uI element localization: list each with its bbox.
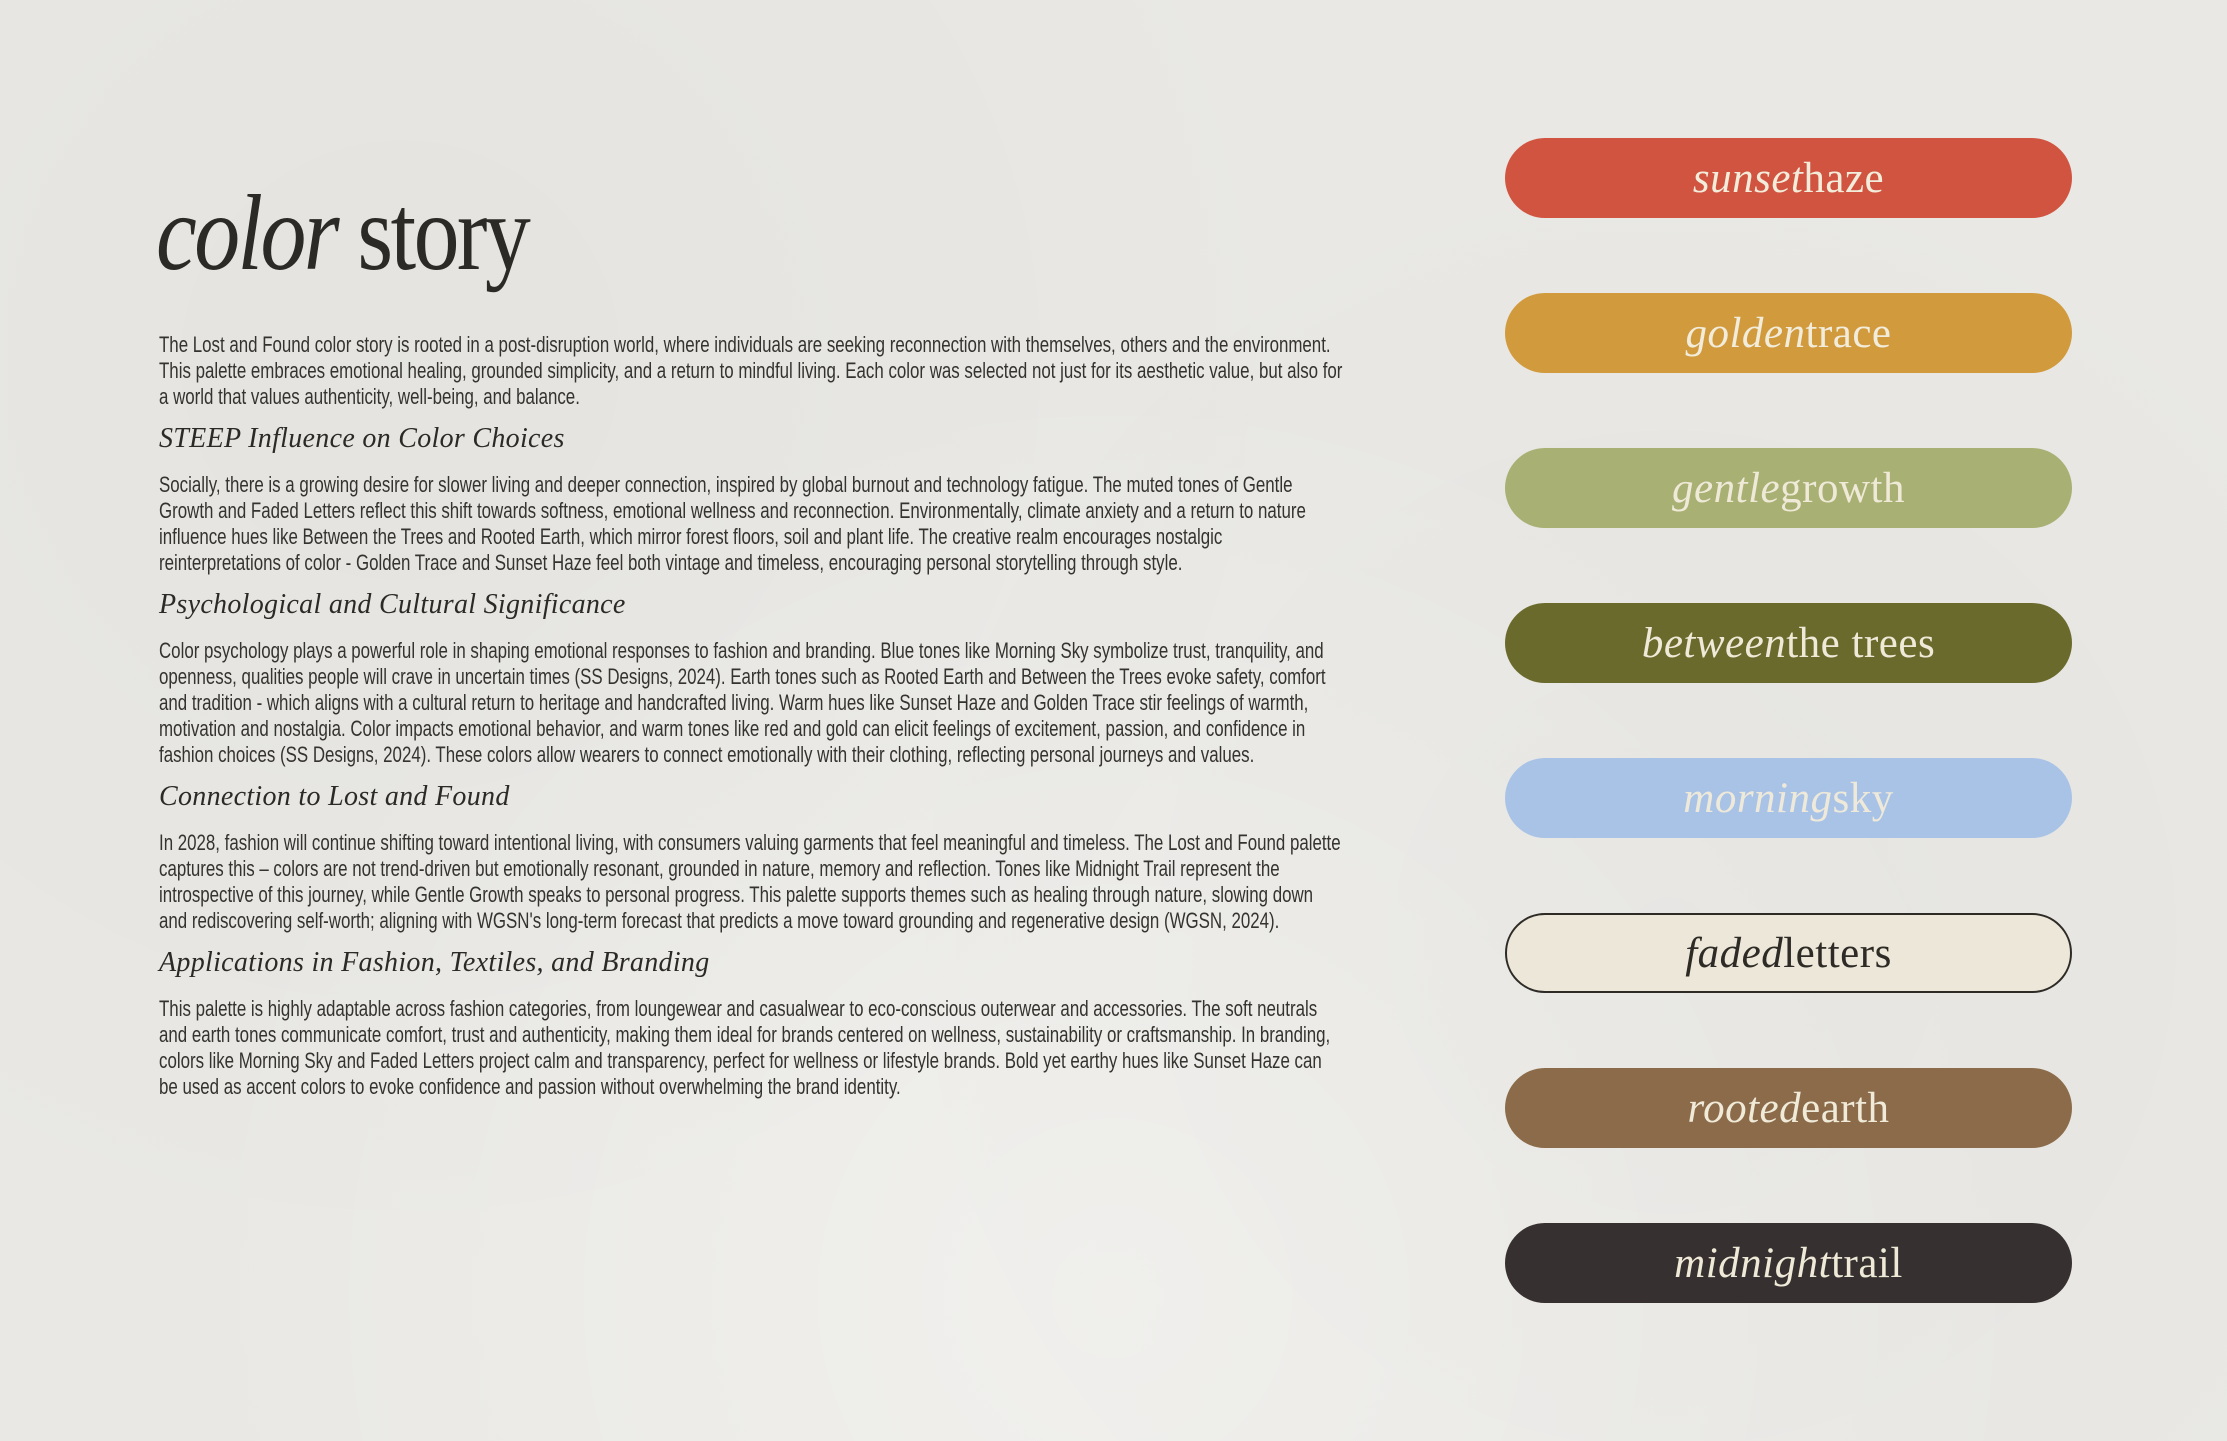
page-title	[156, 174, 529, 293]
swatch-faded-letters	[1505, 913, 2072, 993]
section-paragraph-applications: This palette is highly adaptable across fashion categories, from loungewear and casualwear to eco-conscious outerwear and accessories. The soft neutrals and earth tones communicate comfort, trust and authenticity, making them ideal for brands centered on wellness, sustainability or craftsmanship. In branding, colors like Morning Sky and Faded Letters project calm and transparency, perfect for wellness or lifestyle brands. Bold yet earthy hues like Sunset Haze can be used as accent colors to evoke confidence and passion without overwhelming the brand identity.	[159, 996, 1331, 1099]
section-paragraph-connection: In 2028, fashion will continue shifting toward intentional living, with consumers valuing garments that feel meaningful and timeless. The Lost and Found palette captures this – colors are not trend-driven but emotionally resonant, grounded in nature, memory and reflection. Tones like Midnight Trail represent the introspective of this journey, while Gentle Growth speaks to personal progress. This palette supports themes such as healing through nature, slowing down and rediscovering self-worth; aligning with WGSN's long-term forecast that predicts a move toward grounding and regenerative design (WGSN, 2024).	[159, 830, 1341, 933]
swatch-midnight-trail	[1505, 1223, 2072, 1303]
swatch-label-regular: letters	[1783, 929, 1892, 977]
swatch-sunset-haze	[1505, 138, 2072, 218]
swatch-label-regular: haze	[1803, 154, 1885, 202]
swatch-golden-trace	[1505, 293, 2072, 373]
swatch-label-regular: trace	[1805, 309, 1892, 357]
page-title-regular-word: story	[357, 174, 529, 293]
section-heading-psychological: Psychological and Cultural Significance	[159, 589, 626, 620]
page-title-italic-word: color	[156, 174, 338, 293]
swatch-label-italic: faded	[1685, 929, 1784, 977]
swatch-label-regular: trail	[1831, 1239, 1903, 1287]
swatch-label-regular: earth	[1801, 1084, 1890, 1132]
swatch-label-italic: morning	[1683, 774, 1833, 822]
swatch-label-regular: sky	[1832, 774, 1894, 822]
swatch-rooted-earth	[1505, 1068, 2072, 1148]
swatch-label-regular: the trees	[1786, 619, 1936, 667]
swatch-morning-sky	[1505, 758, 2072, 838]
section-heading-steep: STEEP Influence on Color Choices	[159, 423, 565, 454]
swatch-label-italic: between	[1641, 619, 1787, 667]
swatch-label-italic: rooted	[1687, 1084, 1802, 1132]
swatch-label-italic: gentle	[1672, 464, 1781, 512]
swatch-label-italic: midnight	[1674, 1239, 1832, 1287]
swatch-gentle-growth	[1505, 448, 2072, 528]
section-paragraph-psychological: Color psychology plays a powerful role in shaping emotional responses to fashion and branding. Blue tones like Morning Sky symbolize trust, tranquility, and openness, qualities people will crave in uncertain times (SS Designs, 2024). Earth tones such as Rooted Earth and Between the Trees evoke safety, comfort and tradition - which aligns with a cultural return to heritage and handcrafted living. Warm hues like Sunset Haze and Golden Trace stir feelings of warmth, motivation and nostalgia. Color impacts emotional behavior, and warm tones like red and gold can elicit feelings of excitement, passion, and confidence in fashion choices (SS Designs, 2024). These colors allow wearers to connect emotionally with their clothing, reflecting personal journeys and values.	[159, 638, 1326, 767]
color-swatch-list	[1505, 138, 2072, 1378]
section-paragraph-steep: Socially, there is a growing desire for slower living and deeper connection, inspired by global burnout and technology fatigue. The muted tones of Gentle Growth and Faded Letters reflect this shift towards softness, emotional wellness and reconnection. Environmentally, climate anxiety and a return to nature influence hues like Between the Trees and Rooted Earth, which mirror forest floors, soil and plant life. The creative realm encourages nostalgic reinterpretations of color - Golden Trace and Sunset Haze feel both vintage and timeless, encouraging personal storytelling through style.	[159, 472, 1306, 575]
intro-paragraph: The Lost and Found color story is rooted in a post-disruption world, where individuals are seeking reconnection with themselves, others and the environment. This palette embraces emotional healing, grounded simplicity, and a return to mindful living. Each color was selected not just for its aesthetic value, but also for a world that values authenticity, well-being, and balance.	[159, 332, 1343, 409]
swatch-between-the-trees	[1505, 603, 2072, 683]
section-heading-applications: Applications in Fashion, Textiles, and Branding	[159, 947, 710, 978]
section-heading-connection: Connection to Lost and Found	[159, 781, 510, 812]
swatch-label-italic: sunset	[1692, 154, 1804, 202]
swatch-label-regular: growth	[1780, 464, 1905, 512]
swatch-label-italic: golden	[1685, 309, 1806, 357]
